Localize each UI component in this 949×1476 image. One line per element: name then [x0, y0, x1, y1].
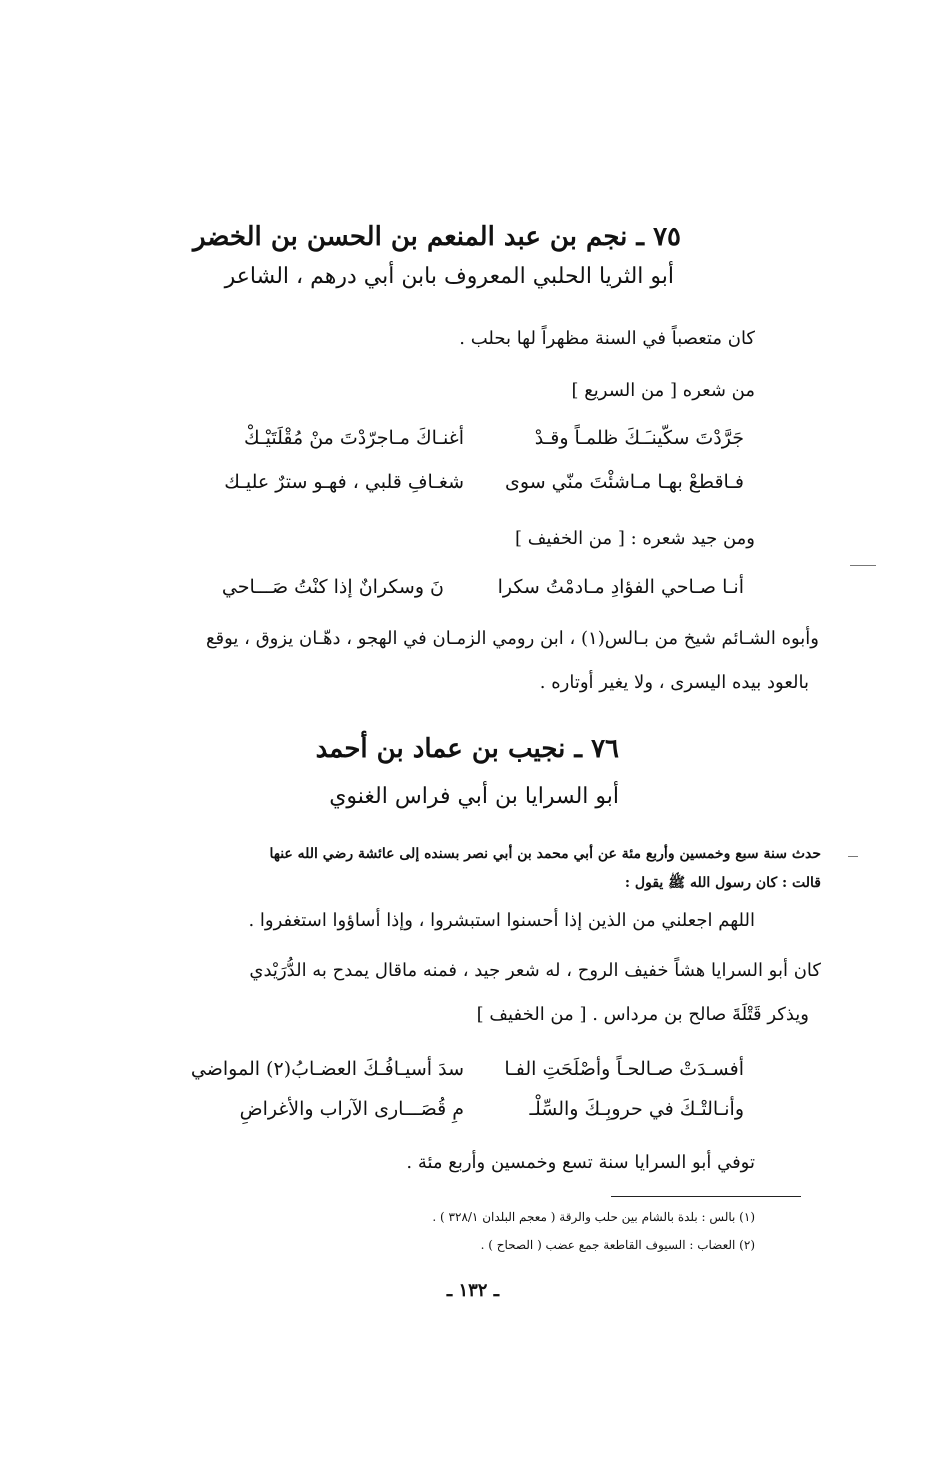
scan-speck [850, 565, 876, 566]
poem-verse [0, 1058, 949, 1088]
entry-75-paragraph-1: كان متعصباً في السنة مظهراً لها بحلب . [459, 328, 755, 349]
verse-hemistich-second: مِ قُصَـــارى الآراب والأغراضِ [239, 1098, 464, 1120]
entry-75-title: ٧٥ ـ نجم بن عبد المنعم بن الحسن بن الخضر [192, 222, 681, 252]
entry-75-paragraph-4-line-2: بالعود بيده اليسرى ، ولا يغير أوتاره . [539, 672, 809, 693]
poem-verse [0, 471, 949, 501]
entry-76-subtitle: أبو السرايا بن أبي فراس الغنوي [329, 784, 619, 809]
verse-hemistich-first: جَرَّدْتَ سكّينـَـكَ ظلمـاً وقـدْ [534, 427, 744, 449]
verse-hemistich-first: فـاقطعْ بهـا مـاشئْتَ منّي سوى [505, 471, 744, 493]
scan-speck [848, 856, 858, 857]
hadith-line-2: قالت : كان رسول الله ﷺ يقول : [624, 875, 821, 891]
poem-verse [0, 576, 949, 606]
entry-76-title: ٧٦ ـ نجيب بن عماد بن أحمد [315, 734, 619, 764]
poem-verse [0, 1098, 949, 1128]
verse-hemistich-first: أفسـدَتْ صـالحـاً وأصْلَحَتِ الفـا [504, 1058, 744, 1080]
verse-hemistich-second: نَ وسكرانٌ إذا كنْتُ صَـــاحي [221, 576, 444, 598]
entry-76-paragraph-1: اللهم اجعلني من الذين إذا أحسنوا استبشروا ، وإذا أساؤوا استغفروا . [248, 910, 755, 931]
entry-76-paragraph-2-line-2: ويذكر قَتْلَةَ صالح بن مرداس . [ من الخفيف ] [476, 1004, 809, 1025]
verse-hemistich-first: أنـا صـاحي الفؤادِ مـادمْتُ سكرا [497, 576, 744, 598]
entry-75-paragraph-2: من شعره [ من السريع ] [571, 380, 755, 401]
hadith-line-1: حدث سنة سبع وخمسين وأربع مئة عن أبي محمد بن أبي نصر بسنده إلى عائشة رضي الله عنها [269, 846, 821, 862]
entry-76-paragraph-3: توفي أبو السرايا سنة تسع وخمسين وأربع مئة . [406, 1152, 755, 1173]
entry-75-subtitle: أبو الثريا الحلبي المعروف بابن أبي درهم ، الشاعر [224, 264, 674, 289]
verse-hemistich-second: سدَ أسيـافُـكَ العضـابُ(٢) المواضي [190, 1058, 464, 1080]
entry-75-paragraph-4: وأبوه الشـائم شيخ من بـالس(١) ، ابن رومي الزمـان في الهجو ، دهّـان يزوق ، يوقع [205, 628, 819, 649]
entry-76-paragraph-2: كان أبو السرايا هشاً خفيف الروح ، له شعر جيد ، فمنه ماقال يمدح به الدُّرَيْدي [249, 960, 821, 981]
footnote-2: (٢) العضاب : السيوف القاطعة جمع عضب ( الصحاح ) . [480, 1238, 755, 1252]
poem-verse [0, 427, 949, 457]
verse-hemistich-second: أغنـاكَ مـاجرّدْتَ منْ مُقْلَتَيْـكْ [244, 427, 464, 449]
verse-hemistich-first: وأنـالتْـكَ في حروبِـكَ والسِّلْـ [529, 1098, 744, 1120]
footnote-1: (١) بالس : بلدة بالشام بين حلب والرقة ( معجم البلدان ٣٢٨/١ ) . [432, 1210, 755, 1224]
footnote-divider [611, 1196, 801, 1197]
entry-75-paragraph-3: ومن جيد شعره : [ من الخفيف ] [515, 528, 755, 549]
verse-hemistich-second: شغـافِ قلبي ، فهـو سترٌ عليـك [224, 471, 464, 493]
page-number: ـ ١٣٢ ـ [446, 1280, 499, 1301]
